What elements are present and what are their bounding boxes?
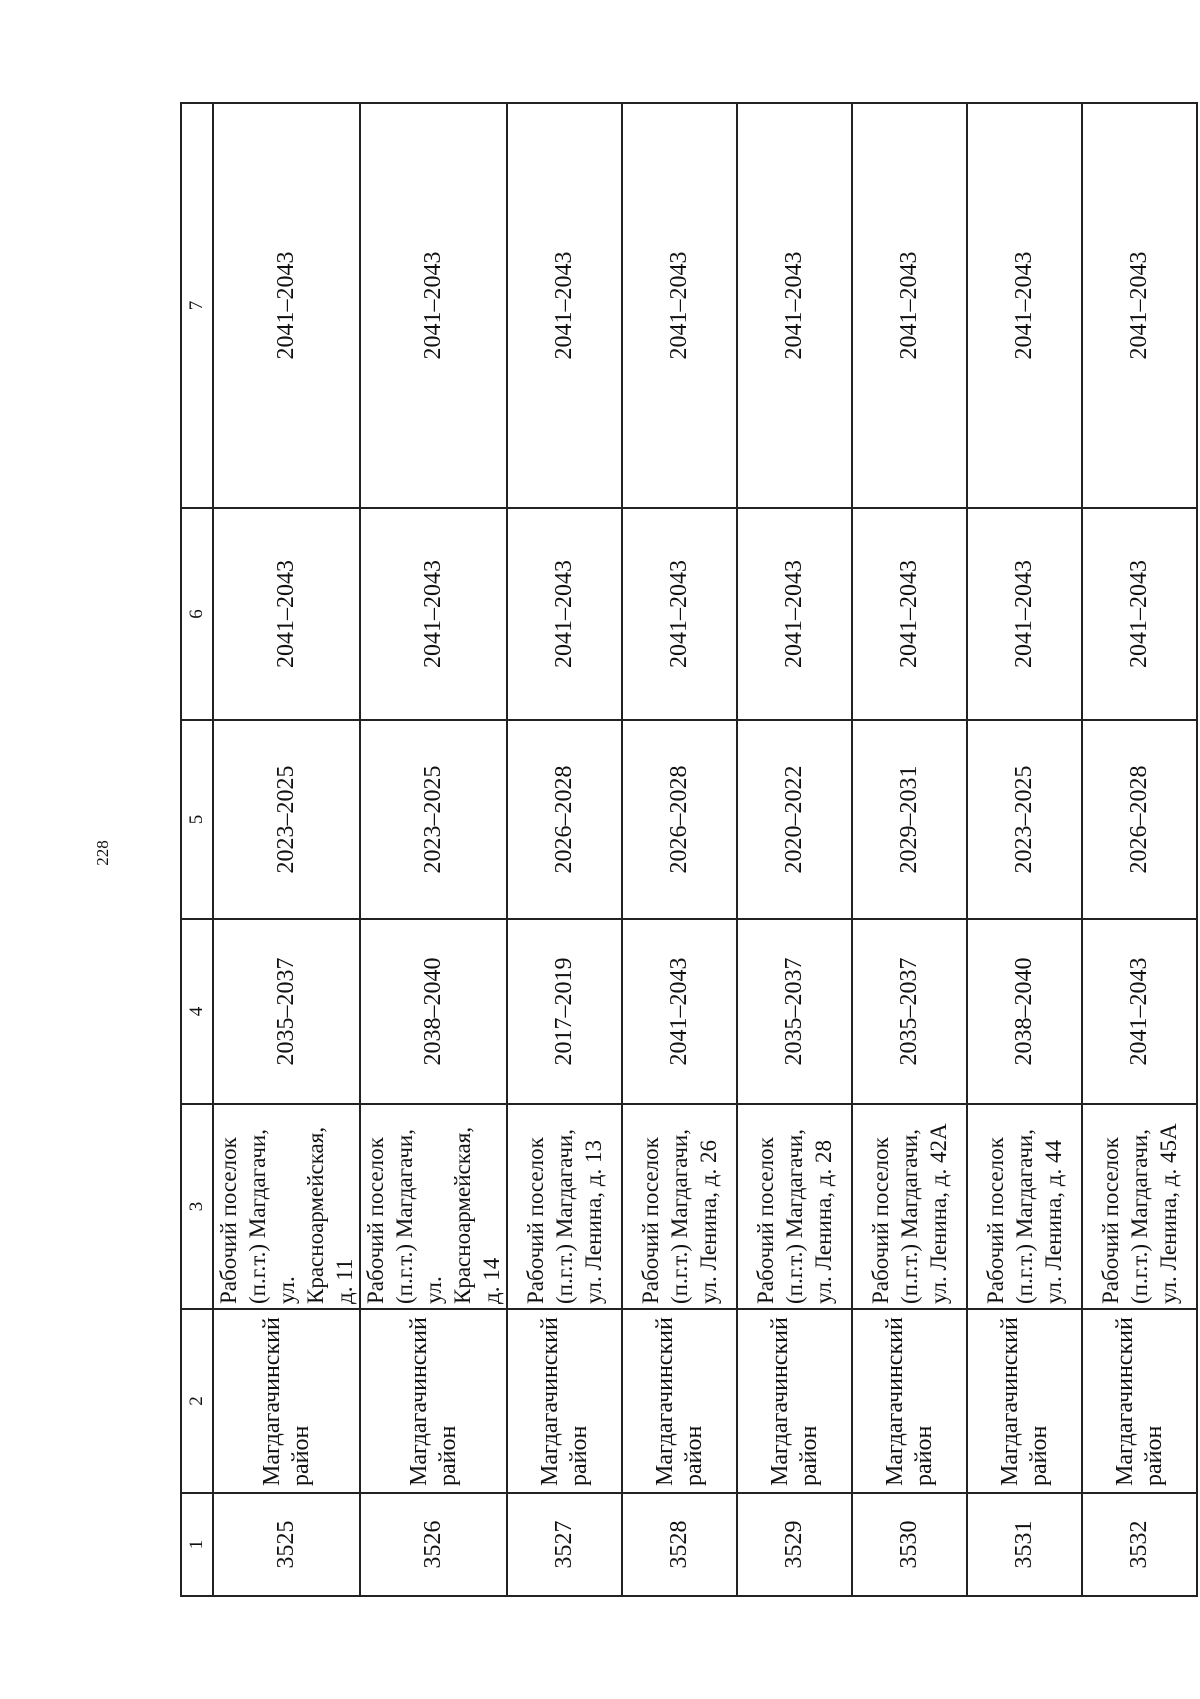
table-row [1082, 103, 1197, 1596]
header-col-4: 4 [181, 919, 213, 1104]
cell-number: 3528 [622, 1493, 737, 1596]
cell-number: 3529 [737, 1493, 852, 1596]
cell-col-6: 2041–2043 [1082, 508, 1197, 720]
header-col-3: 3 [181, 1104, 213, 1309]
table-header-row [181, 103, 213, 1596]
header-col-5: 5 [181, 720, 213, 919]
table-row [213, 103, 360, 1596]
cell-col-7: 2041–2043 [622, 103, 737, 508]
cell-col-7: 2041–2043 [507, 103, 622, 508]
table-row [360, 103, 507, 1596]
cell-col-7: 2041–2043 [852, 103, 967, 508]
cell-col-6: 2041–2043 [622, 508, 737, 720]
cell-col-4: 2038–2040 [360, 919, 507, 1104]
cell-district: Магдагачинский район [967, 1309, 1082, 1493]
cell-col-4: 2038–2040 [967, 919, 1082, 1104]
header-col-1: 1 [181, 1493, 213, 1596]
cell-col-7: 2041–2043 [360, 103, 507, 508]
cell-address: Рабочий поселок (п.г.т.) Магдагачи, ул. Ленина, д. 26 [622, 1104, 737, 1309]
cell-col-4: 2035–2037 [852, 919, 967, 1104]
cell-col-5: 2026–2028 [622, 720, 737, 919]
cell-number: 3527 [507, 1493, 622, 1596]
cell-district: Магдагачинский район [213, 1309, 360, 1493]
cell-col-5: 2026–2028 [1082, 720, 1197, 919]
cell-col-6: 2041–2043 [737, 508, 852, 720]
cell-col-6: 2041–2043 [507, 508, 622, 720]
page-number-text: 228 [93, 840, 112, 866]
cell-col-4: 2035–2037 [213, 919, 360, 1104]
cell-number: 3526 [360, 1493, 507, 1596]
cell-district: Магдагачинский район [622, 1309, 737, 1493]
cell-address: Рабочий поселок (п.г.т.) Магдагачи, ул. Ленина, д. 42А [852, 1104, 967, 1309]
rotated-table-container [180, 104, 1181, 1597]
page-number [91, 833, 115, 873]
cell-col-4: 2017–2019 [507, 919, 622, 1104]
cell-col-5: 2023–2025 [213, 720, 360, 919]
cell-col-5: 2026–2028 [507, 720, 622, 919]
cell-col-7: 2041–2043 [1082, 103, 1197, 508]
cell-number: 3530 [852, 1493, 967, 1596]
cell-col-6: 2041–2043 [360, 508, 507, 720]
cell-number: 3525 [213, 1493, 360, 1596]
cell-col-5: 2020–2022 [737, 720, 852, 919]
cell-district: Магдагачинский район [737, 1309, 852, 1493]
table-row [737, 103, 852, 1596]
header-col-6: 6 [181, 508, 213, 720]
cell-address: Рабочий поселок (п.г.т.) Магдагачи, ул. Ленина, д. 28 [737, 1104, 852, 1309]
cell-col-7: 2041–2043 [967, 103, 1082, 508]
table-row [622, 103, 737, 1596]
cell-col-5: 2023–2025 [360, 720, 507, 919]
header-col-7: 7 [181, 103, 213, 508]
cell-district: Магдагачинский район [507, 1309, 622, 1493]
cell-number: 3531 [967, 1493, 1082, 1596]
cell-address: Рабочий поселок (п.г.т.) Магдагачи, ул. Ленина, д. 44 [967, 1104, 1082, 1309]
table-row [507, 103, 622, 1596]
cell-col-4: 2035–2037 [737, 919, 852, 1104]
cell-col-6: 2041–2043 [852, 508, 967, 720]
cell-col-6: 2041–2043 [213, 508, 360, 720]
cell-col-5: 2029–2031 [852, 720, 967, 919]
cell-col-4: 2041–2043 [622, 919, 737, 1104]
cell-district: Магдагачинский район [852, 1309, 967, 1493]
cell-number: 3532 [1082, 1493, 1197, 1596]
cell-district: Магдагачинский район [360, 1309, 507, 1493]
table-row [967, 103, 1082, 1596]
cell-address: Рабочий поселок (п.г.т.) Магдагачи, ул. Ленина, д. 13 [507, 1104, 622, 1309]
cell-col-5: 2023–2025 [967, 720, 1082, 919]
cell-col-6: 2041–2043 [967, 508, 1082, 720]
schedule-table [180, 102, 1198, 1597]
cell-address: Рабочий поселок (п.г.т.) Магдагачи, ул. Красноармейская, д. 11 [213, 1104, 360, 1309]
cell-address: Рабочий поселок (п.г.т.) Магдагачи, ул. Красноармейская, д. 14 [360, 1104, 507, 1309]
cell-col-4: 2041–2043 [1082, 919, 1197, 1104]
cell-address: Рабочий поселок (п.г.т.) Магдагачи, ул. Ленина, д. 45А [1082, 1104, 1197, 1309]
cell-district: Магдагачинский район [1082, 1309, 1197, 1493]
header-col-2: 2 [181, 1309, 213, 1493]
cell-col-7: 2041–2043 [737, 103, 852, 508]
table-row [852, 103, 967, 1596]
cell-col-7: 2041–2043 [213, 103, 360, 508]
